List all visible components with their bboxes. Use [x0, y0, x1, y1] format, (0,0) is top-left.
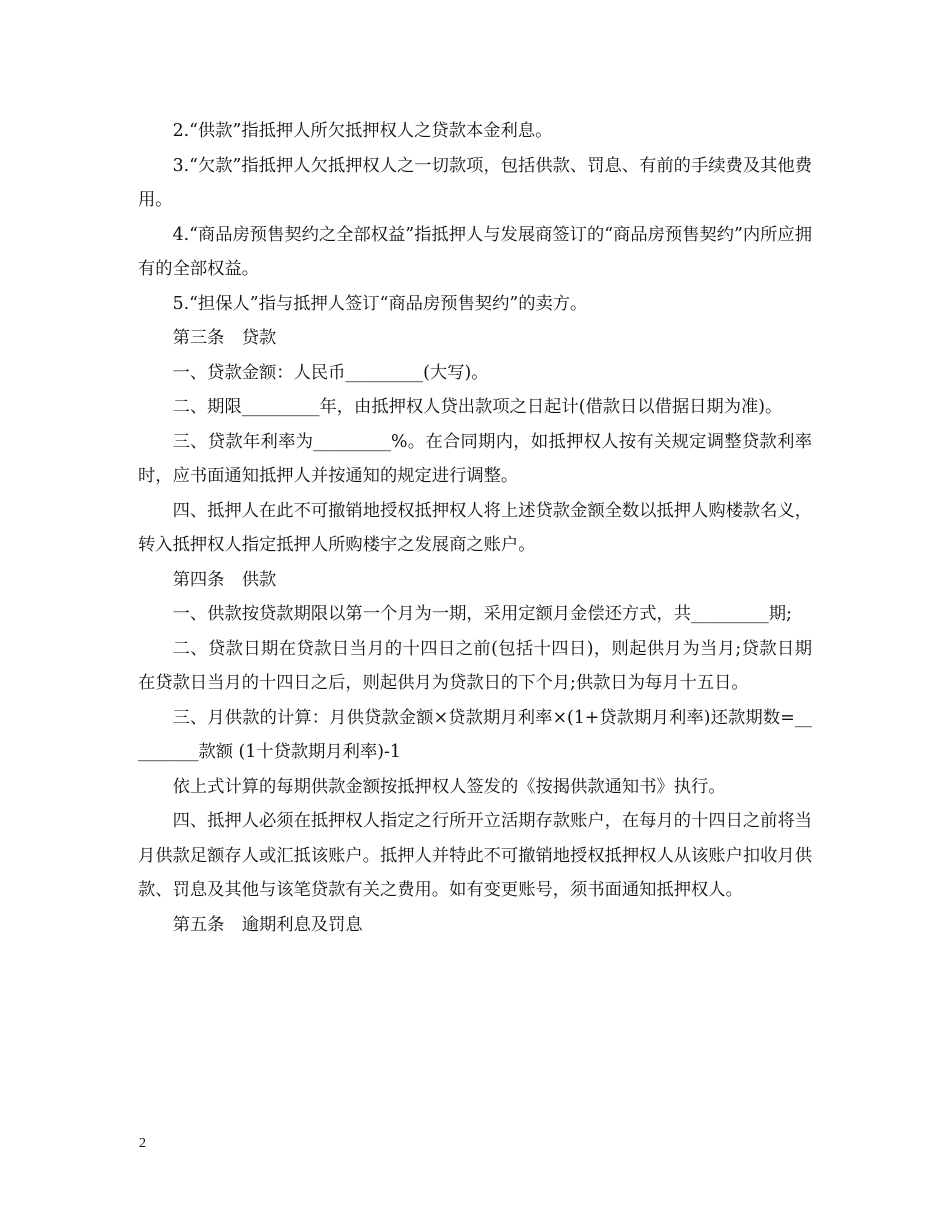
article-heading: 第四条 供款 — [172, 569, 277, 590]
clause-paragraph: 三、月供款的计算：月供贷款金额×贷款期月利率×(1+贷款期月利率)还款期数=_________款额 (1十贷款期月利率)-1 — [138, 707, 812, 762]
clause-paragraph: 二、贷款日期在贷款日当月的十四日之前(包括十四日)，则起供月为当月;贷款日期在贷款日当月的十四日之后，则起供月为贷款日的下个月;供款日为每月十五日。 — [138, 638, 812, 693]
clause-paragraph: 一、贷款金额：人民币_________(大写)。 — [172, 362, 489, 383]
definition-paragraph: 4.“商品房预售契约之全部权益”指抵押人与发展商签订的“商品房预售契约”内所应拥有的全部权益。 — [138, 224, 812, 279]
definition-paragraph: 5.“担保人”指与抵押人签订“商品房预售契约”的卖方。 — [172, 293, 588, 314]
definition-paragraph: 2.“供款”指抵押人所欠抵押权人之贷款本金利息。 — [172, 121, 553, 141]
clause-paragraph: 二、期限_________年，由抵押权人贷出款项之日起计(借款日以借据日期为准)。 — [172, 397, 783, 417]
clause-paragraph: 一、供款按贷款期限以第一个月为一期，采用定额月金偿还方式，共_________期; — [172, 604, 792, 624]
clause-paragraph: 三、贷款年利率为_________%。在合同期内，如抵押权人按有关规定调整贷款利率时，应书面通知抵押人并按通知的规定进行调整。 — [138, 431, 812, 486]
document-body — [138, 114, 812, 942]
clause-paragraph: 四、抵押人必须在抵押权人指定之行所开立活期存款账户，在每月的十四日之前将当月供款足额存人或汇抵该账户。抵押人并特此不可撤销地授权抵押权人从该账户扣收月供款、罚息及其他与该笔贷款有关之费用。如有变更账号，须书面通知抵押权人。 — [138, 811, 813, 900]
article-heading: 第三条 贷款 — [172, 328, 277, 348]
definition-paragraph: 3.“欠款”指抵押人欠抵押权人之一切款项，包括供款、罚息、有前的手续费及其他费用。 — [138, 155, 812, 210]
article-heading: 第五条 逾期利息及罚息 — [172, 914, 363, 935]
page-number: 2 — [139, 1136, 146, 1151]
clause-paragraph: 四、抵押人在此不可撤销地授权抵押权人将上述贷款金额全数以抵押人购楼款名义，转入抵押权人指定抵押人所购楼宇之发展商之账户。 — [138, 500, 813, 555]
clause-paragraph: 依上式计算的每期供款金额按抵押权人签发的《按揭供款通知书》执行。 — [172, 776, 726, 797]
